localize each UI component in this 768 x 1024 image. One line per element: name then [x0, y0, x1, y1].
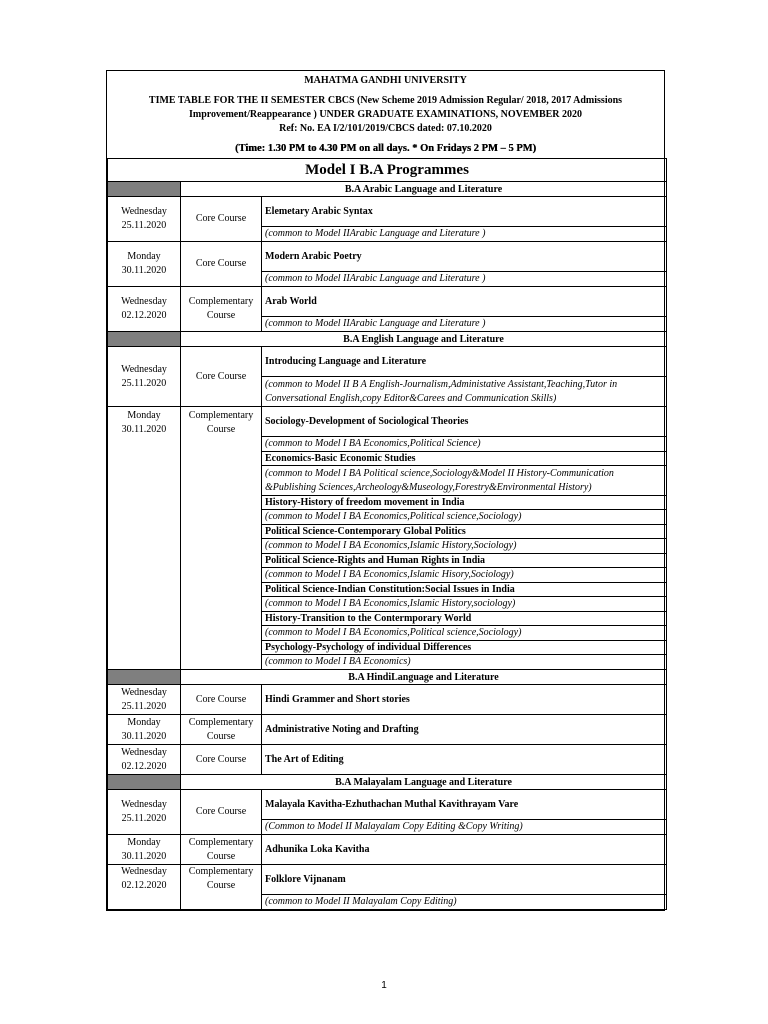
paper-title: Folklore Vijnanam [262, 865, 667, 895]
timetable-sheet [106, 70, 665, 911]
section-title: B.A HindiLanguage and Literature [181, 670, 667, 685]
common-note: (common to Model I BA Economics,Islamic History,Sociology) [262, 539, 667, 554]
table-row [108, 685, 667, 715]
paper-title: Malayala Kavitha-Ezhuthachan Muthal Kavithrayam Vare [262, 790, 667, 820]
paper-title: Economics-Basic Economic Studies [262, 452, 667, 466]
timetable-title-line2: Improvement/Reappearance ) UNDER GRADUATE EXAMINATIONS, NOVEMBER 2020 [188, 109, 583, 120]
common-note: (common to Model I BA Economics,Political Science) [262, 437, 667, 452]
common-note: (common to Model I BA Economics,Islamic History,sociology) [262, 597, 667, 612]
paper-title: Modern Arabic Poetry [262, 242, 667, 272]
common-note: (common to Model I BA Economics,Political science,Sociology) [262, 626, 667, 641]
course-type: Complementary Course [181, 835, 262, 865]
section-title: B.A English Language and Literature [181, 332, 667, 347]
table-row [108, 715, 667, 745]
course-type: Core Course [181, 685, 262, 715]
section-title: B.A Malayalam Language and Literature [181, 775, 667, 790]
exam-date: Wednesday 02.12.2020 [108, 287, 181, 332]
section-header-english [108, 332, 667, 347]
reference-number: Ref: No. EA I/2/101/2019/CBCS dated: 07.10.2020 [279, 123, 492, 134]
timetable-title-line1: TIME TABLE FOR THE II SEMESTER CBCS (New Scheme 2019 Admission Regular/ 2018, 2017 Admissions [148, 95, 623, 106]
table-row [108, 347, 667, 377]
paper-title: Elemetary Arabic Syntax [262, 197, 667, 227]
model-title: Model I B.A Programmes [108, 159, 667, 182]
paper-title: Political Science-Contemporary Global Politics [262, 525, 667, 539]
common-note: (common to Model I BA Political science,Sociology&Model II History-Communication &Publishing Sciences,Archeology&Museology,Forestry&Environmental History) [262, 466, 667, 496]
paper-title: Adhunika Loka Kavitha [262, 835, 667, 865]
exam-date: Wednesday 25.11.2020 [108, 790, 181, 835]
exam-timing: (Time: 1.30 PM to 4.30 PM on all days. * On Fridays 2 PM – 5 PM) [234, 143, 537, 154]
university-name: MAHATMA GANDHI UNIVERSITY [304, 75, 467, 86]
common-note: (common to Model I BA Economics,Islamic Hisory,Sociology) [262, 568, 667, 583]
table-row [108, 407, 667, 437]
common-note: (common to Model II B A English-Journalism,Administative Assistant,Teaching,Tutor in Conversational English,copy Editor&Carees and Communication Skills) [262, 377, 667, 407]
paper-title: Arab World [262, 287, 667, 317]
page-number: 1 [381, 980, 387, 991]
section-header-malayalam [108, 775, 667, 790]
paper-title: Psychology-Psychology of individual Differences [262, 641, 667, 655]
course-type: Complementary Course [181, 715, 262, 745]
exam-date: Monday 30.11.2020 [108, 407, 181, 670]
course-type: Core Course [181, 745, 262, 775]
course-type: Complementary Course [181, 865, 262, 910]
common-note: (common to Model I BA Economics,Political science,Sociology) [262, 510, 667, 525]
exam-date: Wednesday 25.11.2020 [108, 685, 181, 715]
table-row [108, 790, 667, 820]
table-row [108, 835, 667, 865]
exam-date: Wednesday 25.11.2020 [108, 347, 181, 407]
paper-title: Political Science-Rights and Human Rights in India [262, 554, 667, 568]
course-type: Core Course [181, 197, 262, 242]
table-row [108, 197, 667, 227]
common-note: (common to Model IIArabic Language and Literature ) [262, 227, 667, 242]
paper-title: Political Science-Indian Constitution:Social Issues in India [262, 583, 667, 597]
table-row [108, 745, 667, 775]
table-row [108, 287, 667, 317]
paper-title: Hindi Grammer and Short stories [262, 685, 667, 715]
document-header [107, 71, 664, 156]
course-type: Core Course [181, 347, 262, 407]
exam-date: Wednesday 25.11.2020 [108, 197, 181, 242]
exam-date: Wednesday 02.12.2020 [108, 865, 181, 910]
table-row [108, 242, 667, 272]
section-header-arabic [108, 182, 667, 197]
model-title-row [108, 159, 667, 182]
course-type: Complementary Course [181, 407, 262, 670]
common-note: (common to Model IIArabic Language and Literature ) [262, 317, 667, 332]
paper-title: Introducing Language and Literature [262, 347, 667, 377]
paper-title: The Art of Editing [262, 745, 667, 775]
common-note: (common to Model II Malayalam Copy Editing) [262, 895, 667, 910]
course-type: Complementary Course [181, 287, 262, 332]
section-title: B.A Arabic Language and Literature [181, 182, 667, 197]
paper-title: Administrative Noting and Drafting [262, 715, 667, 745]
timetable [107, 158, 667, 910]
exam-date: Monday 30.11.2020 [108, 242, 181, 287]
course-type: Core Course [181, 790, 262, 835]
course-type: Core Course [181, 242, 262, 287]
common-note: (common to Model I BA Economics) [262, 655, 667, 670]
common-note: (common to Model IIArabic Language and Literature ) [262, 272, 667, 287]
paper-title: History-History of freedom movement in India [262, 496, 667, 510]
paper-title: Sociology-Development of Sociological Theories [262, 407, 667, 437]
exam-date: Monday 30.11.2020 [108, 835, 181, 865]
paper-title: History-Transition to the Contermporary World [262, 612, 667, 626]
common-note: (Common to Model II Malayalam Copy Editing &Copy Writing) [262, 820, 667, 835]
table-row [108, 865, 667, 895]
exam-date: Monday 30.11.2020 [108, 715, 181, 745]
section-header-hindi [108, 670, 667, 685]
exam-date: Wednesday 02.12.2020 [108, 745, 181, 775]
